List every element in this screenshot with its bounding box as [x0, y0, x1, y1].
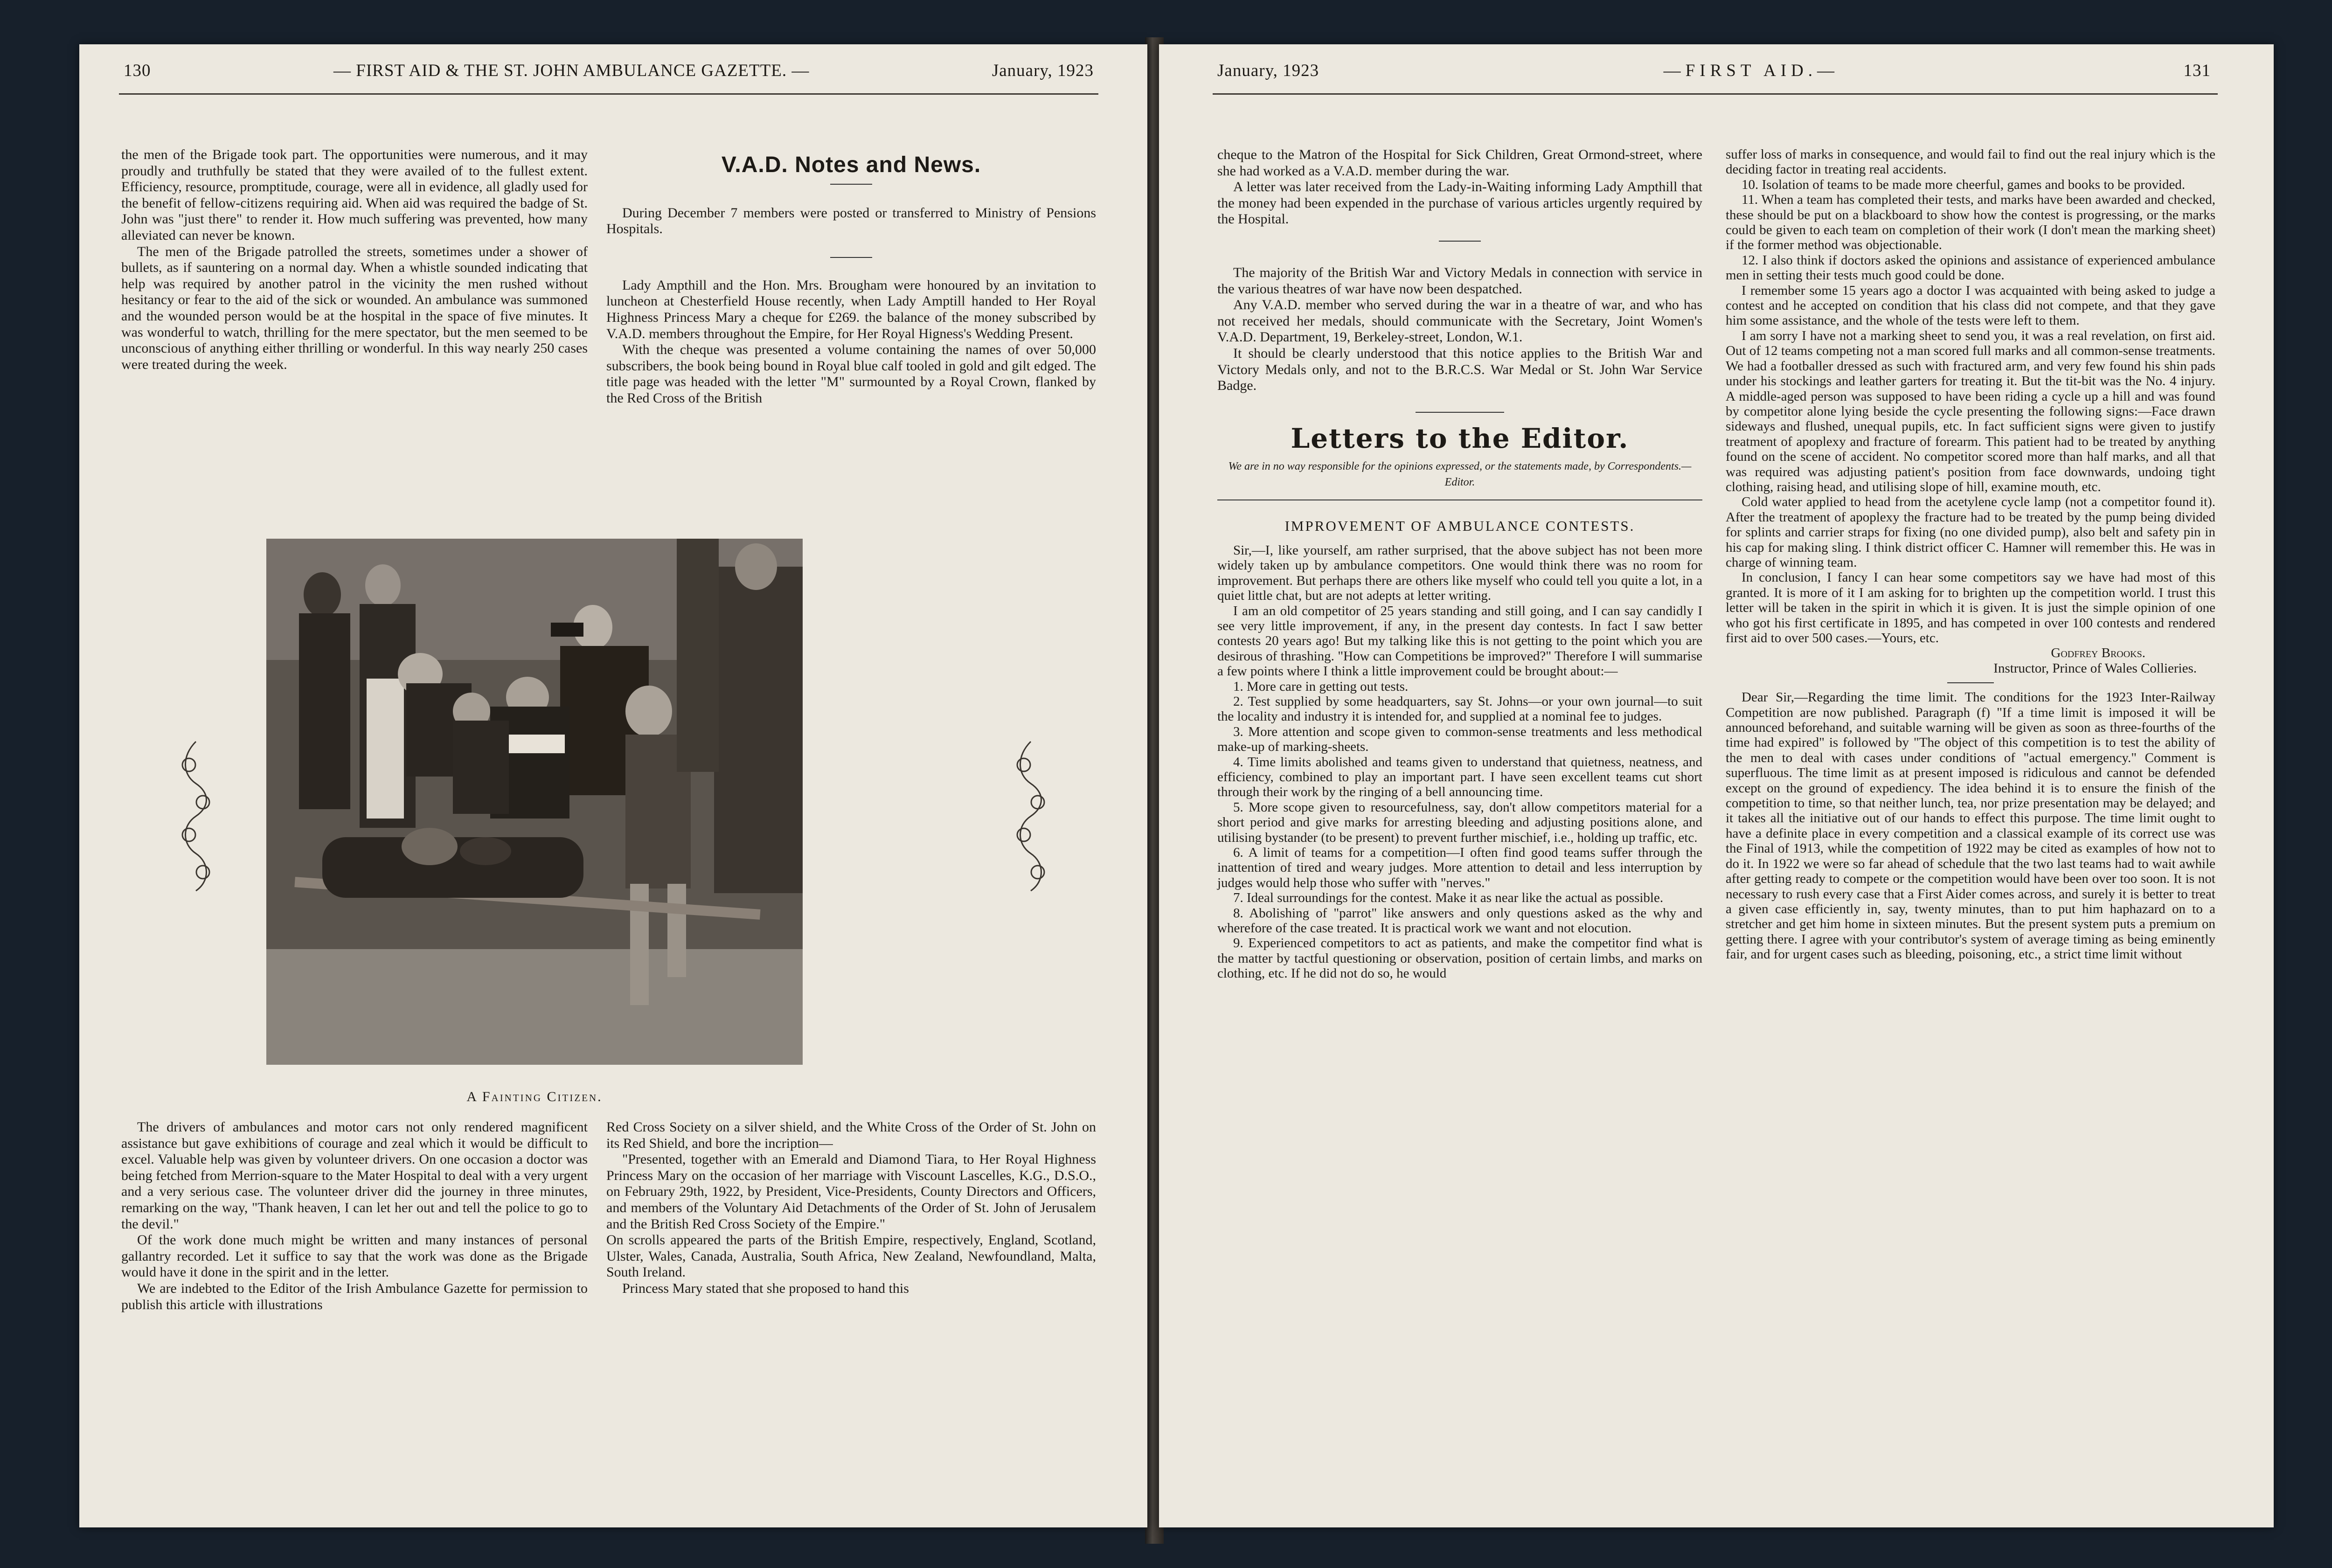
left-col2-bottom — [606, 1119, 1096, 1297]
right-ornament-icon — [1010, 737, 1052, 895]
photo-caption: A Fainting Citizen. — [466, 1089, 603, 1104]
paragraph: During December 7 members were posted or transferred to Ministry of Pensions Hospitals. — [606, 205, 1096, 237]
paragraph: Lady Ampthill and the Hon. Mrs. Brougham were honoured by an invitation to luncheon at Chesterfield House recently, when Lady Amptill handed to Her Royal Highness Princess Mary a cheque for £269. the balance of the money subscribed by V.A.D. members throughout the Empire, for Her Royal Higness's Wedding Present. — [606, 277, 1096, 341]
paragraph: A letter was later received from the Lady-in-Waiting informing Lady Ampthill that the money had been expended in the purchase of various articles urgently required by the Hospital. — [1217, 179, 1702, 227]
right-page-number: 131 — [2183, 61, 2211, 80]
photo-illustration — [266, 539, 803, 1065]
left-col1-top — [121, 147, 588, 373]
paragraph: On scrolls appeared the parts of the British Empire, respectively, England, Scotland, Ulster, Wales, Canada, Australia, South Africa, New Zealand, Newfoundland, Malta, South Ireland. — [606, 1232, 1096, 1280]
list-item: 6. A limit of teams for a competition—I often find good teams suffer through the inattention of tired and weary judges. More attention to detail and less interruption by judges would help those who suffer with "nerves." — [1217, 845, 1702, 890]
paragraph: Princess Mary stated that she proposed to hand this — [622, 1280, 909, 1296]
left-col1-bottom — [121, 1119, 588, 1313]
right-col2 — [1726, 147, 2215, 962]
left-running-title: — FIRST AID & THE ST. JOHN AMBULANCE GAZETTE. — — [333, 61, 810, 80]
list-item: 7. Ideal surroundings for the contest. Make it as near like the actual as possible. — [1233, 890, 1664, 906]
letter-body — [1217, 543, 1702, 981]
paragraph: In conclusion, I fancy I can hear some competitors say we have had most of this granted. It is more of it I am asking for to brighten up the competition world. I trust this letter will be taken in the spirit in which it is given. It is just the simple opinion of one who got his first certificate in 1895, and has competed in over 100 contests and rendered first aid to over 500 cases.—Yours, etc. — [1726, 570, 2215, 645]
vad-heading: V.A.D. Notes and News. — [721, 153, 981, 177]
paragraph: Any V.A.D. member who served during the war in a theatre of war, and who has not received her medals, should communicate with the Secretary, Joint Women's V.A.D. Department, 19, Berkeley-street, London, W.1. — [1217, 297, 1702, 345]
list-item: 10. Isolation of teams to be made more cheerful, games and books to be provided. — [1742, 177, 2186, 192]
paragraph: The drivers of ambulances and motor cars not only rendered magnificent assistance but gave exhibitions of courage and zeal which it would be difficult to excel. Valuable help was given by volunteer drivers. On one occasion a doctor was being fetched from Merrion-square to the Mater Hospital to deal with a very urgent and a very serious case. The volunteer driver did the journey in three minutes, remarking on the way, "Thank heaven, I can let her out and tell the police to go to the devil." — [121, 1119, 588, 1232]
divider — [830, 184, 872, 185]
paragraph: the men of the Brigade took part. The opportunities were numerous, and it may proudly and truthfully be stated that they were availed of to the fullest extent. Efficiency, resource, promptitude, courage, were all in evidence, all gladly used for the benefit of fellow-citizens requiring aid. When aid was required the badge of St. John was "just there" to render it. How much suffering was prevented, how many alleviated can never be known. — [121, 147, 588, 243]
paragraph: I am an old competitor of 25 years standing and still going, and I can say candidly I see very little improvement, if any, in the present day contests. In fact I saw better contests 20 years ago! But my talking like this is not getting to the point which you are desirous of thrashing. "How can Competitions be improved?" Therefore I will summarise a few points where I think a little improvement could be brought about:— — [1217, 603, 1702, 679]
left-running-head — [124, 61, 1094, 98]
letters-heading: Letters to the Editor. — [1291, 422, 1629, 454]
paragraph: Cold water applied to head from the acetylene cycle lamp (not a competitor found it). After the treatment of apoplexy the fracture had to be treated by the pump being divided for splints and carrier straps for fixing (no one divided pump), also belt and safety pin in his cap for making sling. I think district officer C. Hamner will remember this. He was in charge of winning team. — [1726, 494, 2215, 570]
divider — [830, 257, 872, 258]
paragraph: Sir,—I, like yourself, am rather surprised, that the above subject has not been more widely taken up by ambulance competitors. One would think there was no room for improvement. But perhaps there are others like myself who could tell you quite a lot, in a quiet little chat, but are not adepts at letter writing. — [1217, 542, 1702, 604]
divider — [1416, 412, 1504, 413]
left-page-number: 130 — [124, 61, 151, 80]
list-item: 12. I also think if doctors asked the opinions and assistance of experienced ambulance men in setting their tests much good could be done. — [1726, 252, 2215, 283]
paragraph: I remember some 15 years ago a doctor I was acquainted with being asked to judge a contest and he accepted on condition that his class did not compete, and that they gave him some assistance, and the whole of the tests were left to them. — [1726, 283, 2215, 328]
paragraph: It should be clearly understood that this notice applies to the British War and Victory Medals only, and not to the B.R.C.S. War Medal or St. John War Service Badge. — [1217, 345, 1702, 394]
paragraph: suffer loss of marks in consequence, and would fail to find out the real injury which is the deciding factor in treating real accidents. — [1726, 147, 2215, 177]
paragraph: cheque to the Matron of the Hospital for Sick Children, Great Ormond-street, where she had worked as a V.A.D. member during the war. — [1217, 147, 1702, 179]
paragraph: I am sorry I have not a marking sheet to send you, it was a real revelation, on first aid. Out of 12 teams competing not a man scored full marks and all common-sense treatments. We had a footballer dressed as such with fractured arm, and very few found his shin pads under his stockings and leather garters for treating it. But the tit-bit was the No. 4 injury. A middle-aged person was supposed to have been riding a cycle up a hill and was found by competitor alone lying beside the cycle presenting the following signs:—Face drawn sideways and flushed, unequal pupils, etc. In fact sufficient signs were given to justify treatment of apoplexy and fracture of forearm. This patient had to be treated by anything found on the scene of accident. No competitor scored more than half marks, and all that was required was adjusting patient's position from face downwards, undoing tight clothing, raising head, and utilising slope of hill, examine mouth, etc. — [1726, 328, 2215, 494]
left-col2-top — [606, 147, 1096, 407]
section-heading: IMPROVEMENT OF AMBULANCE CONTESTS. — [1284, 518, 1635, 534]
list-item: 3. More attention and scope given to common-sense treatments and less methodical make-up of marking-sheets. — [1217, 724, 1702, 755]
right-head-rule — [1213, 93, 2218, 95]
list-item: 1. More care in getting out tests. — [1233, 679, 1409, 694]
list-item: 2. Test supplied by some headquarters, say St. Johns—or your own journal—to suit the locality and industry it is intended for, and supplied at a nominal fee to judges. — [1217, 694, 1702, 724]
right-running-title: —FIRST AID.— — [1663, 61, 1839, 80]
paragraph: Dear Sir,—Regarding the time limit. The conditions for the 1923 Inter-Railway Competition are now published. Paragraph (f) "If a time limit is imposed it will be announced beforehand, and suitable warning will be given as soon as three-fourths of the time had expired" is followed by "The object of this competition is to test the ability of the men to deal with cases under conditions of "actual emergency." Comment is superfluous. The time limit as at present imposed is ridiculous and cannot be defended except on the ground of expediency. The idea behind it is to ensure the finish of the competition to time, so that neither lunch, tea, nor prize presentation may be delayed; and it takes all the initiative out of our hands to effect this purpose. The time limit ought to have a definite place in every competition and a classical example of its correct use was the Final of 1913, while the competition of 1922 may be cited as examples of how not to do it. In 1922 we were so far ahead of schedule that the two last teams had to wait awhile after getting ready to compete or the competition would have been over too soon. It is not necessary to rush every case that a First Aider comes across, and surely it is better to treat a given case efficiently in, say, twenty minutes, than to put him haphazard on to a stretcher and get him home in sixteen minutes. But the present system puts a premium on getting there. I agree with your contributor's system of average timing as being eminently fair, and for urgent cases such as bleeding, poisoning, etc., a strict time limit without — [1726, 690, 2215, 962]
right-running-head — [1217, 61, 2211, 98]
paragraph: We are indebted to the Editor of the Irish Ambulance Gazette for permission to publish this article with illustrations — [121, 1280, 588, 1312]
paragraph: The men of the Brigade patrolled the streets, sometimes under a shower of bullets, as if sauntering on a normal day. When a whistle sounded indicating that help was required by another patrol in the vicinity the men rushed without hesitancy or fear to the aid of the sick or wounded. An ambulance was summoned and the wounded person would be at the hospital in the space of five minutes. It was wonderful to watch, thrilling for the mere spectator, but the men seemed to be unconscious of anything either thrilling or wonderful. In this way nearly 250 cases were treated during the week. — [121, 243, 588, 372]
paragraph: With the cheque was presented a volume containing the names of over 50,000 subscribers, the book being bound in Royal blue calf tooled in gold and gilt edged. The title page was headed with the letter "M" surmounted by a Royal Crown, flanked by the Red Cross of the British — [606, 342, 1096, 406]
left-ornament-icon — [175, 737, 217, 895]
letters-disclaimer: We are in no way responsible for the opinions expressed, or the statements made, by Correspondents.—Editor. — [1228, 460, 1692, 489]
divider — [1947, 682, 1994, 683]
list-item: 9. Experienced competitors to act as patients, and make the competitor find what is the matter by tactful questioning or observation, position of certain limbs, and marks on clothing, etc. If he did not do so, he would — [1217, 936, 1702, 981]
paragraph: Of the work done much might be written and many instances of personal gallantry recorded. Let it suffice to say that the work was done as the Brigade would have it done in the spirit and in the letter. — [121, 1232, 588, 1280]
list-item: 11. When a team has completed their tests, and marks have been awarded and checked, these should be put on a blackboard to show how the contest is progressing, or the marks could be given to each team on completion of their work (I don't mean the marking sheet) if the former method was objectionable. — [1726, 192, 2215, 253]
list-item: 5. More scope given to resourcefulness, say, don't allow competitors material for a short period and give marks for arresting bleeding and adjusting positions alone, and utilising bystander (to be present) to prevent further mischief, i.e., holding up traffic, etc. — [1217, 799, 1702, 845]
photo-fainting-citizen — [266, 539, 803, 1065]
list-item: 8. Abolishing of "parrot" like answers and only questions asked as the why and wherefore of the case treated. It is practical work we want and not elocution. — [1217, 905, 1702, 936]
list-item: 4. Time limits abolished and teams given to understand that quietness, neatness, and efficiency, combined to play an important part. I have seen excellent teams cut short through their work by the ringing of a bell announcing time. — [1217, 754, 1702, 800]
inscription-quote: "Presented, together with an Emerald and Diamond Tiara, to Her Royal Highness Princess Mary on the occasion of her marriage with Viscount Lascelles, K.G., D.S.O., on February 29th, 1922, by President, Vice-Presidents, County Directors and Officers, and members of the Voluntary Aid Detachments of the Order of St. John of Jerusalem and the British Red Cross Society of the Empire." — [606, 1152, 1096, 1232]
divider — [1439, 241, 1481, 242]
right-date: January, 1923 — [1217, 61, 1319, 80]
paragraph: The majority of the British War and Victory Medals in connection with service in the various theatres of war have now been despatched. — [1217, 264, 1702, 297]
signature-title: Instructor, Prince of Wales Collieries. — [1993, 660, 2197, 676]
signature-name: Godfrey Brooks. — [2051, 645, 2145, 661]
left-date: January, 1923 — [992, 61, 1094, 80]
right-col1 — [1217, 147, 1702, 981]
paragraph: Red Cross Society on a silver shield, and the White Cross of the Order of St. John on its Red Shield, and bore the incription— — [606, 1119, 1096, 1151]
left-head-rule — [119, 93, 1098, 95]
